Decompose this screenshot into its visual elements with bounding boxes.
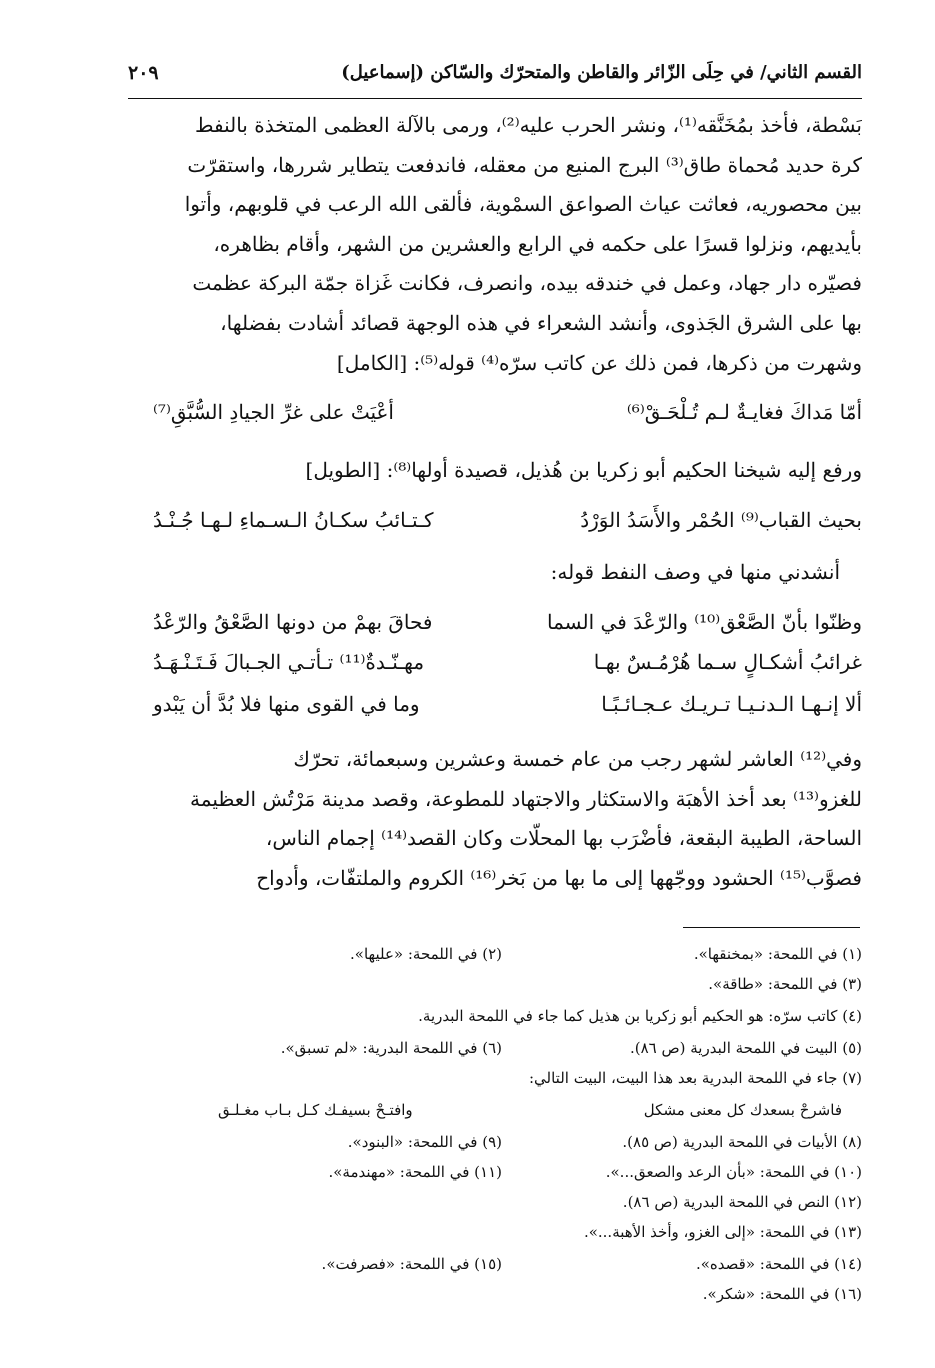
- text-line: فصوَّب⁽¹⁵⁾ الحشود ووجّهها إلى ما بها من بَخر⁽¹⁶⁾ الكروم والملتفّات، وأدواح: [256, 865, 862, 890]
- footnote: (١٢) النص في اللمحة البدرية (ص ٨٦).: [622, 1193, 862, 1211]
- footnote-verse: [128, 1101, 862, 1131]
- verse-first-hemistich: وظنّوا بأنّ الصَّعْق⁽¹⁰⁾ والرّعْدَ في السما: [547, 610, 862, 634]
- running-header: [128, 54, 862, 99]
- text-line: الساحة، الطيبة البقعة، فأضْرَب بها المحلّات وكان القصد⁽¹⁴⁾ إجمام الناس،: [265, 826, 862, 851]
- text-line: بها على الشرق الجَذوى، وأنشد الشعراء في هذه الوجهة قصائد أشادت بفضلها،: [220, 310, 862, 335]
- footnote-verse-second-hemistich: وافتـحْ بسيفـك كـل بـاب مغـلـق: [218, 1101, 413, 1119]
- page-number: ٢٠٩: [128, 62, 159, 84]
- footnote: (١٦) في اللمحة: «شكر».: [702, 1285, 862, 1303]
- text-line: للغزو⁽¹³⁾ بعد أخذ الأهبَة والاستكثار والاجتهاد للمطوعة، وقصد مدينة مَرْتُش العظيمة: [190, 786, 862, 811]
- verse-second-hemistich: مهـنّـدةٌ⁽¹¹⁾ تـأتـي الجـبالَ فَـتَـنْـهَـدُ: [153, 650, 425, 674]
- text-line: كرة حديد مُحماة طاق⁽³⁾ البرج المنيع من معقله، فاندفعت يتطاير شررها، واستقرّت: [187, 152, 862, 177]
- footnote: (٤) كاتب سرّه: هو الحكيم أبو زكريا بن هذيل كما جاء في اللمحة البدرية.: [418, 1007, 862, 1025]
- verse-second-hemistich: وما في القوى منها فلا بُدَّ أن يَبْدو: [153, 692, 420, 716]
- footnote: (١١) في اللمحة: «مهندمة».: [328, 1163, 502, 1181]
- footnote: (٣) في اللمحة: «طاقة».: [708, 975, 862, 993]
- footnote: (١٤) في اللمحة: «قصده».: [695, 1255, 862, 1273]
- verse-line: [128, 508, 862, 548]
- verse-second-hemistich: فحاقَ بهمْ من دونها الصَّعْقُ والرّعْدُ: [153, 610, 433, 634]
- footnote-row: [128, 1193, 862, 1223]
- verse-first-hemistich: أمّا مَداكَ فغايـةٌ لـم تُـلْحَـقْ⁽⁶⁾: [626, 400, 862, 424]
- text-line: وفي⁽¹²⁾ العاشر لشهر رجب من عام خمسة وعشرين وسبعمائة، تحرّك: [293, 747, 862, 771]
- verse-second-hemistich: أعْيَتْ على غرِّ الجيادِ السُّبَّقِ⁽⁷⁾: [153, 400, 394, 424]
- verse-line: [128, 692, 862, 732]
- footnote: (١) في اللمحة: «بمخنقها».: [693, 945, 862, 963]
- footnote-row: [128, 945, 862, 975]
- verse-line: [128, 650, 862, 690]
- footnote: (١٠) في اللمحة: «بأن الرعد والصعق...».: [605, 1163, 862, 1181]
- footnote: (٩) في اللمحة: «البنود».: [347, 1133, 502, 1151]
- text-line: بين محصوريه، فعاثت عياث الصواعق السمْوية، فألقى الله الرعب في قلوبهم، وأتوا: [184, 192, 862, 217]
- footnote-row: [128, 1069, 862, 1099]
- footnote: (١٥) في اللمحة: «فصرفت».: [321, 1255, 502, 1273]
- footnote: (٨) الأبيات في اللمحة البدرية (ص ٨٥).: [622, 1133, 862, 1151]
- footnote-row: [128, 1255, 862, 1285]
- footnote: (٢) في اللمحة: «عليها».: [350, 945, 502, 963]
- main-text-block: [128, 106, 862, 383]
- footnote-row: [128, 1039, 862, 1069]
- poem-intro: ورفع إليه شيخنا الحكيم أبو زكريا بن هُذيل، قصيدة أولها⁽⁸⁾: [الطويل]: [305, 458, 862, 482]
- verse-first-hemistich: غرائبُ أشكـالٍ سـما هُرْمُـسٌ بهـا: [593, 650, 862, 674]
- footnote-row: [128, 1007, 862, 1037]
- text-line: فصيّره دار جهاد، وعمل في خندقه بيده، وانصرف، فكانت غَزاة جمّة البركة عظمت: [192, 271, 862, 296]
- main-text-block: [128, 740, 862, 898]
- footnote: (٦) في اللمحة البدرية: «لم تسبق».: [280, 1039, 502, 1057]
- verse-second-hemistich: كـتـائبُ سكـانُ الـسـماءِ لـهـا جُـنْـدُ: [153, 508, 434, 532]
- header-title: القسم الثاني/ في حِلَى الزّائر والقاطن والمتحرّك والسّاكن (إسماعيل): [341, 62, 862, 83]
- footnote: (٧) جاء في اللمحة البدرية بعد هذا البيت، البيت التالي:: [528, 1069, 862, 1087]
- footnote-row: [128, 1163, 862, 1193]
- verse-first-hemistich: ألا إنـهـا الـدنـيـا تـريـك عـجـائـبًـا: [601, 692, 862, 716]
- footnote-row: [128, 1223, 862, 1253]
- verse-line: [128, 400, 862, 440]
- footnote-row: [128, 1285, 862, 1315]
- footnote-separator: [683, 927, 860, 928]
- text-line: وشهرت من ذكرها، فمن ذلك عن كاتب سرّه⁽⁴⁾ قوله⁽⁵⁾: [الكامل]: [336, 350, 862, 375]
- verse-line: [128, 610, 862, 650]
- text-line: بأيديهم، ونزلوا قسرًا على حكمه في الرابع والعشرين من الشهر، وأقام بظاهره،: [213, 231, 862, 256]
- footnote: (٥) البيت في اللمحة البدرية (ص ٨٦).: [629, 1039, 862, 1057]
- verse-first-hemistich: بحيث القباب⁽⁹⁾ الحُمْر والأَسَدُ الوَرْدُ: [580, 508, 862, 532]
- footnote-row: [128, 1133, 862, 1163]
- poem-intro: أنشدني منها في وصف النفط قوله:: [550, 560, 840, 584]
- text-line: بَسْطة، فأخذ بمُخَنَّقه⁽¹⁾، ونشر الحرب عليه⁽²⁾، ورمى بالآلة العظمى المتخذة بالنفط: [194, 113, 862, 137]
- footnote-row: [128, 975, 862, 1005]
- footnote-verse-first-hemistich: فاشرحْ بسعدك كل معنى مشكل: [643, 1101, 842, 1119]
- footnote: (١٣) في اللمحة: «إلى الغزو، وأخذ الأهبة...».: [583, 1223, 862, 1241]
